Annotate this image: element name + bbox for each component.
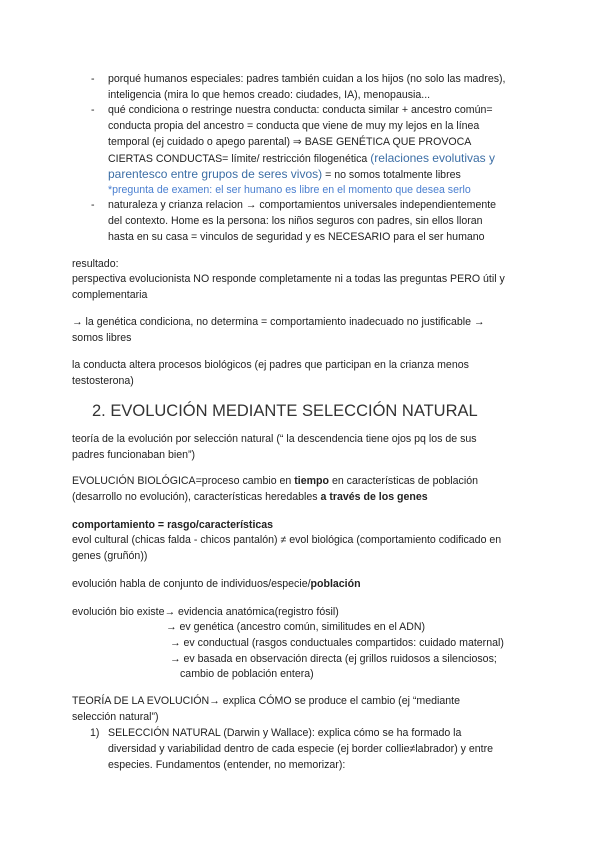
bullet-marker: - — [91, 199, 95, 211]
list-number: 1) — [90, 727, 100, 739]
bullet2-line5-text: = no somos totalmente libres — [322, 169, 461, 181]
bullet2-line1: qué condiciona o restringe nuestra conducta: conducta similar + ancestro común= — [108, 104, 493, 116]
seleccion-line3: especies. Fundamentos (entender, no memorizar): — [108, 759, 346, 771]
evolucion-habla-bold: población — [310, 578, 361, 590]
genetica-line1: → la genética condiciona, no determina = comportamiento inadecuado no justificable → — [72, 316, 485, 328]
evo-bio-line2 — [72, 489, 428, 505]
teoria-evo-line2: selección natural”) — [72, 711, 159, 723]
resultado-label: resultado: — [72, 258, 119, 270]
teoria-line1: teoría de la evolución por selección natural (“ la descendencia tiene ojos pq los de sus — [72, 433, 477, 445]
resultado-line2: complementaria — [72, 289, 148, 301]
genetica-line2: somos libres — [72, 332, 132, 344]
evidencia-line1: evolución bio existe→ evidencia anatómica(registro fósil) — [72, 606, 339, 618]
bullet2-line5 — [108, 166, 461, 183]
comportamiento-title: comportamiento = rasgo/características — [72, 519, 274, 531]
bullet2-line4-blue: (relaciones evolutivas y — [370, 151, 496, 165]
comportamiento-line2: evol cultural (chicas falda - chicos pantalón) ≠ evol biológica (comportamiento codificado en — [72, 534, 502, 546]
bullet2-line2: conducta propia del ancestro = conducta que viene de muy my lejos en la línea — [108, 120, 480, 132]
evo-bio-bold-tiempo: tiempo — [294, 475, 329, 487]
evidencia-line2: → ev genética (ancestro común, similitudes en el ADN) — [166, 621, 426, 633]
bullet2-line5-blue: parentesco entre grupos de seres vivos) — [108, 167, 323, 181]
evo-bio-text: en características de población — [329, 475, 478, 487]
evo-bio-text: EVOLUCIÓN BIOLÓGICA=proceso cambio en — [72, 475, 295, 487]
resultado-line1: perspectiva evolucionista NO responde completamente ni a todas las preguntas PERO útil y — [72, 273, 505, 285]
bullet3-line1: naturaleza y crianza relacion → comportamientos universales independientemente — [108, 199, 497, 211]
seleccion-line2: diversidad y variabilidad dentro de cada especie (ej border collie≠labrador) y entre — [108, 743, 494, 755]
seleccion-line1: SELECCIÓN NATURAL (Darwin y Wallace): explica cómo se ha formado la — [108, 727, 462, 739]
evidencia-line4: → ev basada en observación directa (ej grillos ruidosos a silenciosos; — [170, 653, 497, 665]
conducta-line1: la conducta altera procesos biológicos (ej padres que participan en la crianza menos — [72, 359, 469, 371]
evidencia-line5: cambio de población entera) — [180, 668, 314, 680]
conducta-line2: testosterona) — [72, 375, 134, 387]
evo-bio-bold-genes: a través de los genes — [320, 491, 428, 503]
bullet2-line4-text: CIERTAS CONDUCTAS= límite/ restricción filogenética — [108, 153, 371, 165]
teoria-evo-line1: TEORÍA DE LA EVOLUCIÓN→ explica CÓMO se produce el cambio (ej “mediante — [72, 695, 460, 707]
bullet2-line4 — [108, 150, 495, 167]
teoria-line2: padres funcionaban bien”) — [72, 449, 196, 461]
bullet3-line3: hasta en su casa = vinculos de seguridad y es NECESARIO para el ser humano — [108, 231, 485, 243]
bullet2-line3: temporal (ej cuidado o apego parental) ⇒ BASE GENÉTICA QUE PROVOCA — [108, 136, 472, 148]
bullet1-line1: porqué humanos especiales: padres también cuidan a los hijos (no solo las madres), — [108, 73, 506, 85]
bullet-marker: - — [91, 104, 95, 116]
comportamiento-line3: genes (gruñón)) — [72, 550, 148, 562]
evidencia-line3: → ev conductual (rasgos conductuales compartidos: cuidado maternal) — [170, 637, 504, 649]
exam-question-note: *pregunta de examen: el ser humano es libre en el momento que desea serlo — [108, 184, 471, 196]
bullet3-line2: del contexto. Home es la persona: los niños seguros con padres, sin ellos lloran — [108, 215, 483, 227]
bullet1-line2: inteligencia (mira lo que hemos creado: ciudades, IA), menopausia... — [108, 89, 431, 101]
bullet-marker: - — [91, 73, 95, 85]
section-heading: 2. EVOLUCIÓN MEDIANTE SELECCIÓN NATURAL — [92, 402, 478, 420]
evolucion-habla — [72, 576, 361, 592]
evo-bio-text: (desarrollo no evolución), características heredables — [72, 491, 321, 503]
evolucion-habla-text: evolución habla de conjunto de individuos/especie/ — [72, 578, 311, 590]
evo-bio-line1 — [72, 473, 478, 489]
